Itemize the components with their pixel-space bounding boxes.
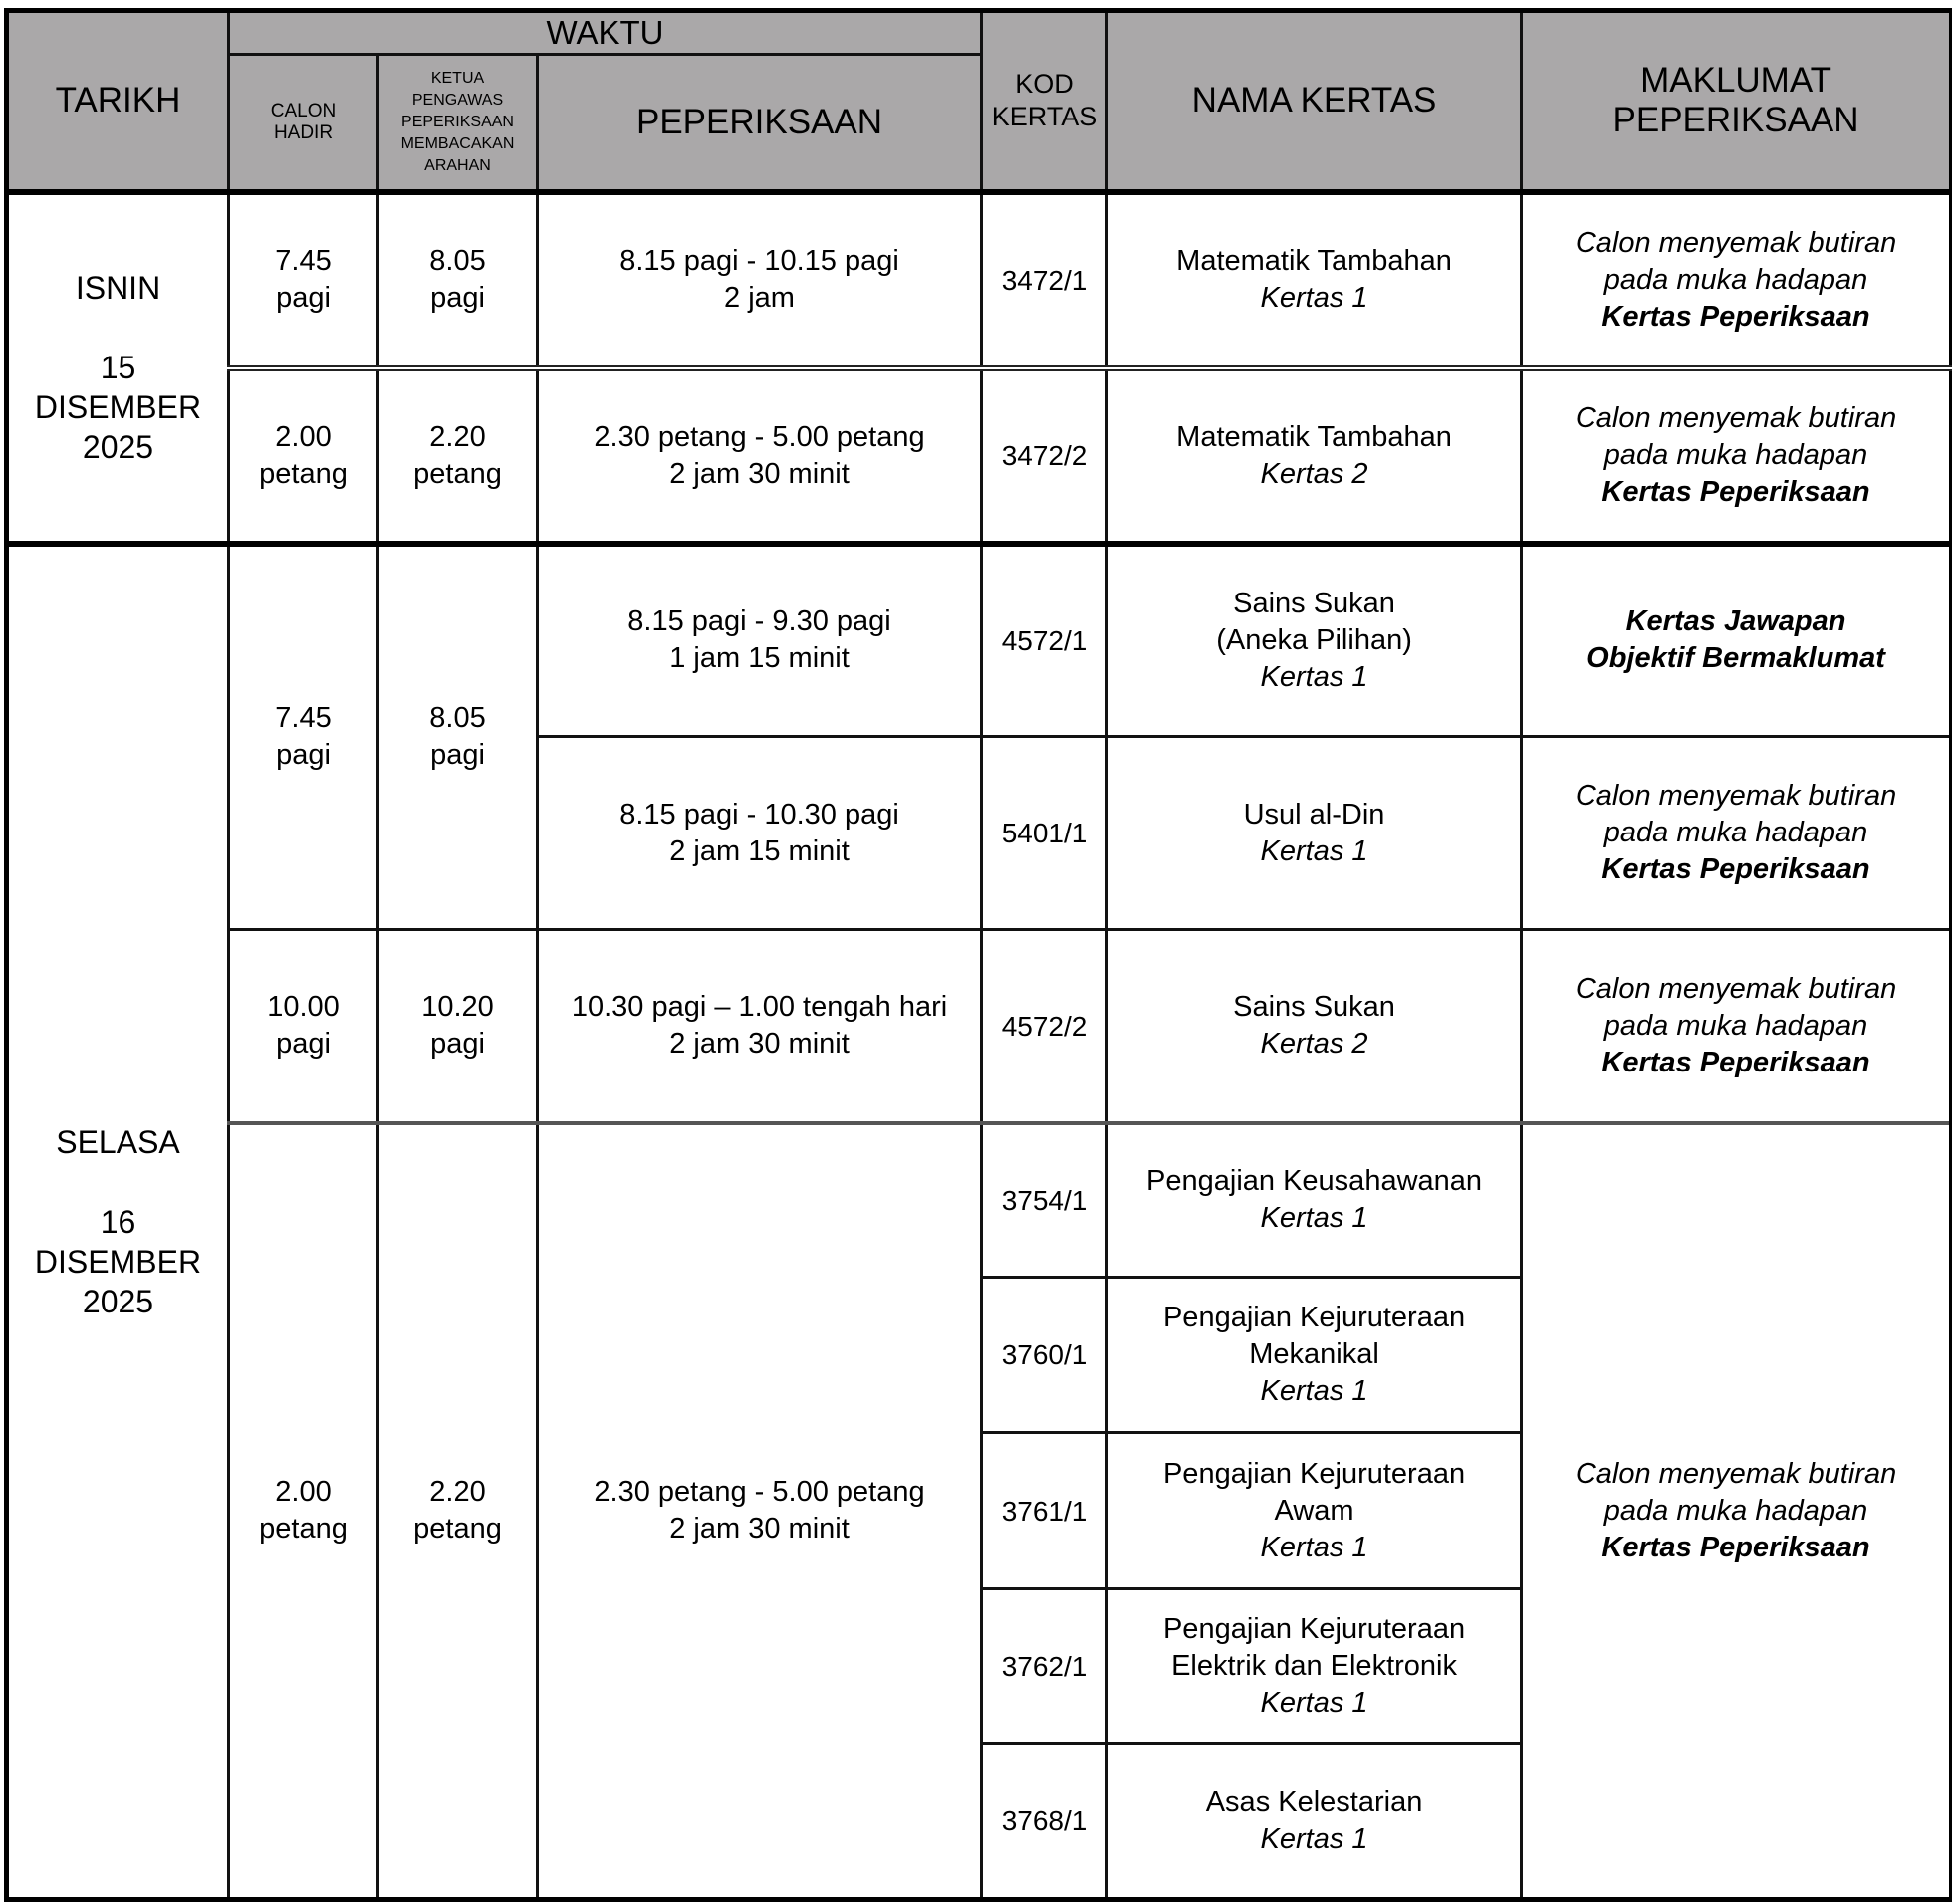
maklumat-cell: Calon menyemak butiran pada muka hadapan Kertas Peperiksaan xyxy=(1522,192,1952,368)
header-calon-hadir: CALON HADIR xyxy=(229,55,378,192)
maklumat-cell: Calon menyemak butiran pada muka hadapan Kertas Peperiksaan xyxy=(1522,930,1952,1123)
paper-code-cell: 3768/1 xyxy=(982,1744,1107,1900)
ketua-pengawas-cell: 2.20 petang xyxy=(378,368,538,544)
header-ketua-pengawas: KETUA PENGAWAS PEPERIKSAAN MEMBACAKAN ARAHAN xyxy=(378,55,538,192)
paper-name-cell: Pengajian Kejuruteraan Mekanikal Kertas 1 xyxy=(1107,1278,1522,1433)
header-tarikh: TARIKH xyxy=(7,11,229,192)
table-row xyxy=(7,192,1952,368)
ketua-pengawas-cell: 8.05 pagi xyxy=(378,192,538,368)
header-kod-kertas: KOD KERTAS xyxy=(982,11,1107,192)
paper-code-cell: 3472/2 xyxy=(982,368,1107,544)
paper-code-cell: 4572/1 xyxy=(982,544,1107,737)
exam-time-cell: 2.30 petang - 5.00 petang 2 jam 30 minit xyxy=(538,368,982,544)
paper-code-cell: 5401/1 xyxy=(982,737,1107,930)
paper-name-cell: Matematik Tambahan Kertas 1 xyxy=(1107,192,1522,368)
exam-time-cell: 8.15 pagi - 9.30 pagi 1 jam 15 minit xyxy=(538,544,982,737)
paper-name-cell: Usul al-Din Kertas 1 xyxy=(1107,737,1522,930)
exam-schedule-table xyxy=(4,8,1952,1902)
date-cell-isnin: ISNIN 15 DISEMBER 2025 xyxy=(7,192,229,544)
calon-hadir-cell: 7.45 pagi xyxy=(229,544,378,930)
paper-name-cell: Asas Kelestarian Kertas 1 xyxy=(1107,1744,1522,1900)
table-row xyxy=(7,544,1952,737)
header-nama-kertas: NAMA KERTAS xyxy=(1107,11,1522,192)
paper-name-cell: Pengajian Keusahawanan Kertas 1 xyxy=(1107,1123,1522,1278)
paper-code-cell: 4572/2 xyxy=(982,930,1107,1123)
ketua-pengawas-cell: 8.05 pagi xyxy=(378,544,538,930)
paper-code-cell: 3760/1 xyxy=(982,1278,1107,1433)
calon-hadir-cell: 2.00 petang xyxy=(229,368,378,544)
header-peperiksaan: PEPERIKSAAN xyxy=(538,55,982,192)
ketua-pengawas-cell: 10.20 pagi xyxy=(378,930,538,1123)
header-maklumat-peperiksaan: MAKLUMAT PEPERIKSAAN xyxy=(1522,11,1952,192)
header-waktu: WAKTU xyxy=(229,11,982,55)
table-row xyxy=(7,1123,1952,1278)
ketua-pengawas-cell: 2.20 petang xyxy=(378,1123,538,1900)
paper-name-cell: Matematik Tambahan Kertas 2 xyxy=(1107,368,1522,544)
table-header xyxy=(7,11,1952,192)
table-row xyxy=(7,930,1952,1123)
paper-code-cell: 3754/1 xyxy=(982,1123,1107,1278)
exam-time-cell: 10.30 pagi – 1.00 tengah hari 2 jam 30 minit xyxy=(538,930,982,1123)
exam-time-cell: 8.15 pagi - 10.15 pagi 2 jam xyxy=(538,192,982,368)
paper-name-cell: Sains Sukan Kertas 2 xyxy=(1107,930,1522,1123)
paper-code-cell: 3472/1 xyxy=(982,192,1107,368)
paper-name-cell: Sains Sukan (Aneka Pilihan) Kertas 1 xyxy=(1107,544,1522,737)
paper-code-cell: 3762/1 xyxy=(982,1589,1107,1744)
paper-code-cell: 3761/1 xyxy=(982,1433,1107,1589)
paper-name-cell: Pengajian Kejuruteraan Elektrik dan Elektronik Kertas 1 xyxy=(1107,1589,1522,1744)
calon-hadir-cell: 7.45 pagi xyxy=(229,192,378,368)
maklumat-cell: Calon menyemak butiran pada muka hadapan Kertas Peperiksaan xyxy=(1522,368,1952,544)
maklumat-cell: Kertas Jawapan Objektif Bermaklumat xyxy=(1522,544,1952,737)
date-cell-selasa: SELASA 16 DISEMBER 2025 xyxy=(7,544,229,1900)
exam-time-cell: 8.15 pagi - 10.30 pagi 2 jam 15 minit xyxy=(538,737,982,930)
calon-hadir-cell: 10.00 pagi xyxy=(229,930,378,1123)
maklumat-cell: Calon menyemak butiran pada muka hadapan Kertas Peperiksaan xyxy=(1522,1123,1952,1900)
paper-name-cell: Pengajian Kejuruteraan Awam Kertas 1 xyxy=(1107,1433,1522,1589)
calon-hadir-cell: 2.00 petang xyxy=(229,1123,378,1900)
exam-time-cell: 2.30 petang - 5.00 petang 2 jam 30 minit xyxy=(538,1123,982,1900)
maklumat-cell: Calon menyemak butiran pada muka hadapan Kertas Peperiksaan xyxy=(1522,737,1952,930)
table-row xyxy=(7,368,1952,544)
